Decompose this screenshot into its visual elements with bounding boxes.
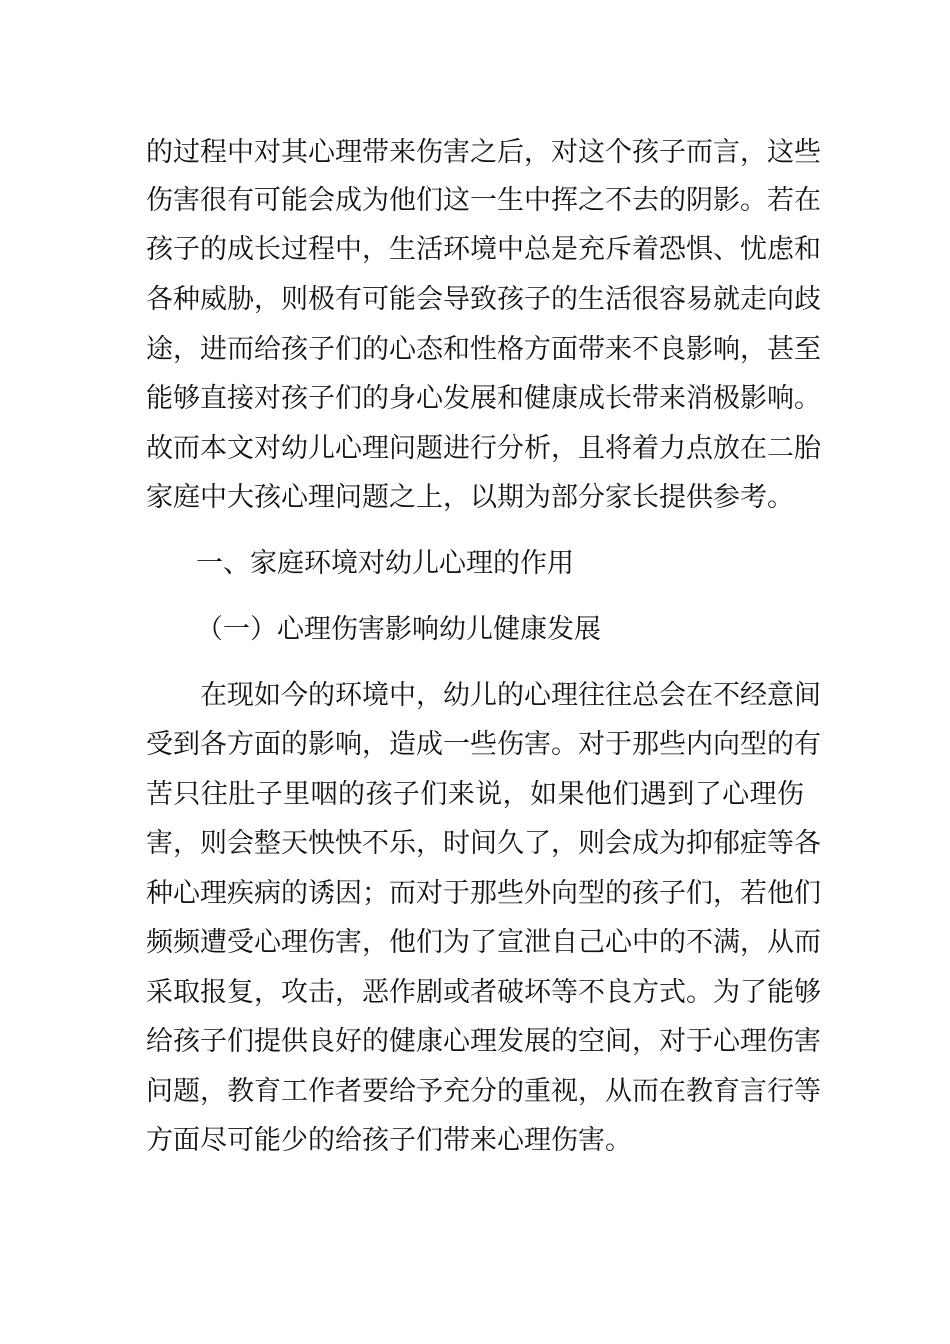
paragraph-line: 孩子的成长过程中，生活环境中总是充斥着恐惧、忧虑和 bbox=[146, 234, 821, 265]
paragraph-line: 各种威胁，则极有可能会导致孩子的生活很容易就走向歧 bbox=[146, 284, 821, 315]
paragraph-line: 伤害很有可能会成为他们这一生中挥之不去的阴影。若在 bbox=[146, 185, 821, 216]
paragraph-line: 在现如今的环境中，幼儿的心理往往总会在不经意间 bbox=[200, 680, 821, 711]
paragraph-line: 种心理疾病的诱因；而对于那些外向型的孩子们，若他们 bbox=[146, 878, 821, 909]
paragraph-line: 采取报复，攻击，恶作剧或者破坏等不良方式。为了能够 bbox=[146, 977, 821, 1008]
paragraph-line: 途，进而给孩子们的心态和性格方面带来不良影响，甚至 bbox=[146, 334, 821, 365]
section-heading: 一、家庭环境对幼儿心理的作用 bbox=[196, 548, 574, 579]
paragraph-line: 方面尽可能少的给孩子们带来心理伤害。 bbox=[146, 1125, 632, 1156]
paragraph-line: 给孩子们提供良好的健康心理发展的空间，对于心理伤害 bbox=[146, 1026, 821, 1057]
paragraph-line: 受到各方面的影响，造成一些伤害。对于那些内向型的有 bbox=[146, 729, 821, 760]
paragraph-line: 的过程中对其心理带来伤害之后，对这个孩子而言，这些 bbox=[146, 137, 821, 168]
paragraph-line: 苦只往肚子里咽的孩子们来说，如果他们遇到了心理伤 bbox=[146, 779, 804, 810]
paragraph-line: 问题，教育工作者要给予充分的重视，从而在教育言行等 bbox=[146, 1076, 821, 1107]
paragraph-line: 害，则会整天怏怏不乐，时间久了，则会成为抑郁症等各 bbox=[146, 828, 821, 859]
paragraph-line: 家庭中大孩心理问题之上，以期为部分家长提供参考。 bbox=[146, 482, 794, 513]
paragraph-line: 能够直接对孩子们的身心发展和健康成长带来消极影响。 bbox=[146, 383, 821, 414]
subsection-heading: （一）心理伤害影响幼儿健康发展 bbox=[196, 614, 601, 645]
paragraph-line: 故而本文对幼儿心理问题进行分析，且将着力点放在二胎 bbox=[146, 433, 821, 464]
paragraph-line: 频频遭受心理伤害，他们为了宣泄自己心中的不满，从而 bbox=[146, 927, 821, 958]
